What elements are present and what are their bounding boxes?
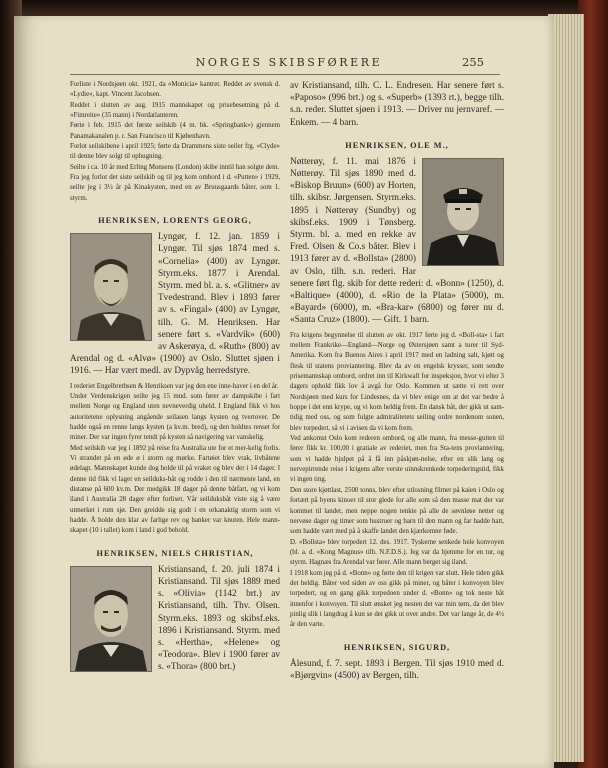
entry-heading-niels: HENRIKSEN, NIELS CHRISTIAN, (96, 548, 254, 558)
entry-note: Ved ankomst Oslo kom rederen ombord, og alle mann, fra messe-gutten til fører fikk kr. 100,00 i gratiale av rederiet, men fra Sta-tens proviantering, som vi hadde hjulpet på å få inn påskjøn-nelse, efter en slik lang og nervepirrende reise i krigens aller verste uinnskrenkede torpederingstid, fikk vi ingen ting. (290, 435, 504, 484)
book-edge-top (0, 0, 608, 16)
entry-heading-ole: HENRIKSEN, OLE M., (345, 140, 449, 150)
entry-bio-ole: Nøtterøy, f. 11. mai 1876 i Nøtterøy. Til sjøs 1890 med d. «Biskop Bruun» (600) av Horten, tilh. skibsr. Jørgensen. Styrm.eks. 1895 i Nøtterøy (Sundby) og skibsf.eks. 1909 i Tønsberg. Styrm. bl. a. med en rekke av Fred. Olsen & Co.s båter. Blev i 1913 fører av d. «Bollsta» (2800) av Oslo, tilh. s.n. rederi. Har senere ført flg. skib for dette rederi: d. «Bonn» (1250), d. «Baltique» (4000), d. «Rio de la Plata» (5000), m. «Bayard» (6000), m. «Bra-kar» (6800) og fører nu d. «Santa Cruz» (1800). — Gift. 1 barn. (290, 156, 504, 326)
intro-paragraph: Forliste i Nordsjøen okt. 1921, da «Monicia» kantret. Reddet av svensk d. «Lydie», kapt. Vincent Jacobsen. (70, 81, 280, 99)
entry-note: Fra krigens begynnelse til slutten av okt. 1917 førte jeg d. «Boll-sta» i fart mellem Frankrike—England—Norge og Østersjøen samt a turer til Syd-Amerika. Kom fra Buenos Aires i april 1917 med en ladning salt, kjøtt og flesk til statens proviantering. Blev da av en engelsk krysser, som sendte prisemannskap ombord, ordret inn til Kirkwall for inspeksjon, hvor vi efter 3 dagers ophold fikk lov å avgå for Oslo. Kommen ut sætte vi rett over Nordsjøen med kurs for Lindesnes, da vi blev enige om at det var bedre å hoppe i det enn krype, og vi kom heldig frem. En dansk båt, der gikk ut sam-tidig med oss, og som fulgte admiralitetets seiling ordre nordenom sonen, blev torpedert, så vi i avisen da vi kom frem. (290, 331, 504, 432)
entry-note: Under Verdenskrigen seilte jeg 15 mnd. som fører av dampskibe i fart mellem Norge og England uten nevneverdig uheld. I England fikk vi hos autoritetene oplysning angående seilasen langs kysten og tvertover. De hadde også en renne langs kysten (a kv.m. bred), og den holdtes renset for miner. Der var ingen fyrer tendt på kysten så navigering var vanskelig. (70, 392, 280, 442)
page-number: 255 (462, 55, 484, 69)
portrait-photo-niels (70, 566, 152, 672)
left-column (70, 80, 280, 674)
portrait-photo-ole (422, 158, 504, 266)
intro-paragraph: Fra jeg forlot det siste seilskib og til jeg kom ombord i d. «Putten» i 1929, seilte jeg i 3½ år på Kinakysten, med en av Bruusgaards båter, som 1. styrm. (70, 174, 280, 202)
entry-heading-lorents: HENRIKSEN, LORENTS GEORG, (98, 216, 252, 226)
entry-bio-niels: Kristiansand, f. 20. juli 1874 i Kristiansand. Til sjøs 1889 med s. «Olivia» (1142 brt.) av Kristiansand, tilh. Thv. Olsen. Styrm.eks. 1893 og skibsf.eks. 1896 i Kristiansand. Styrm. med s. «Hertha», «Helene» og «Teodora». Blev i 1900 fører av s. «Thora» (800 brt.) (158, 564, 280, 673)
entry-bio-niels-continued: av Kristiansand, tilh. C. L. Endresen. Har senere ført s. «Paposo» (996 brt.) og s. «Superb» (1393 rt.), begge tilh. s.n. reder. Sluttet sjøen i 1913. — Driver nu jernvaref. — Enkem. — 4 barn. (290, 81, 504, 128)
entry-note: D. «Bollsta» blev torpedert 12. des. 1917. Tyskerne senkede hele konvoyen (bl. a. d. «Kong Magnus» tilh. N.F.D.S.). Jeg var da hjemme for en tur, og styrm. Hagnæs fra Arendal var fører. Alle mann berget sig iland. (290, 538, 504, 567)
intro-paragraph: Førte i feb. 1915 det første seilskib (4 m. bk. «Springbank») gjennem Panamakanalen p. r. San Francisco til Kjøbenhavn. (70, 122, 280, 140)
intro-paragraph: Forlot seilskibene i april 1925; førte da Drammens siste seiler frg. «Clyde» til denne blev solgt til ophugning. (70, 143, 280, 161)
entry-bio-lorents: Lyngør, f. 12. jan. 1859 i Lyngør. Til sjøs 1874 med s. «Cornelia» (400) av Lyngør. Styrm.eks. 1877 i Arendal. Styrm. med bl. a. s. «Glitner» av Tvedestrand. Blev i 1893 fører av s. «Fingal» (400) av Lyngør, tilh. G. M. Henriksen. Har senere ført s. «Vardvik» (600) av Askerøya, d. «Ruth» (800) av Arendal og d. «Alvø» (1900) av Oslo. Sluttet sjøen i 1916. — Har vært medl. av Dypvåg herredstyre. (70, 232, 280, 377)
entry-note: Med seilskib var jeg i 1892 på reise fra Australia ute for et mer-kelig forlis. Vi strandet på en øde ø i storm og mørke. Fartøiet blev vrak, livbåtene ødelagt. Mannskapet kunde dog holde til på vraket og blev der i 14 dager. I denne tid fikk vi laget en seilduks-båt og rodde i den til nærmeste land, en distanse på 600 kv.m. Der medgikk 18 dager på denne båtfart, og vi kom iland i Australia 28 dager efter forliset. Vår seilduksbåt viste sig å være utmerket i rum sjø. Den greidde sig godt i en orkanaktig storm som vi hadde. Å holde den klar av farlige rev og banker var knuten. Hele mann-skapet (10 i tallet) kom i land i god behold. (70, 444, 280, 535)
header-rule (70, 74, 500, 75)
entry-bio-sigurd: Ålesund, f. 7. sept. 1893 i Bergen. Til sjøs 1910 med d. «Bjørgvin» (4500) av Bergen, tilh. (290, 658, 504, 681)
entry-note: I 1918 kom jeg på d. «Bonn» og førte den til krigen var slutt. Hele tiden gikk det heldig. Båter ved siden av oss gikk på miner, og båter i konvoyen blev torpedert, og en gang gikk torpedoen under d. «Bonn» og tok neste båt innenfor i konvoyen. Til slutt ønsket jeg nesten det var min tørn, da det blev pinlig slik i langdrag å kun se det gikk ut over andre. Det var lange år, de 4½ år den varte. (290, 569, 504, 629)
entry-note: I rederiet Engelbrethsen & Henriksen var jeg den ene inne-haver i en del år. (70, 382, 279, 390)
right-column (290, 80, 504, 682)
intro-paragraph: Reddet i slutten av aug. 1915 mannskapet og prisebesetning på d. «Fimreite» (35 mann) i Nordatlanteren. (70, 101, 280, 120)
portrait-photo-lorents (70, 233, 152, 341)
entry-note: Den store kjøttlast, 2500 tonns, blev efter utlosning filmet på kaien i Oslo og fortært på byens kinoer til stor glede for alle som så den masse mat der var kommet til landet, men neppe nogen tenkte på alle de søvnløse netter og nervøse dager og timer som hustruer og barn til den mann og far hadde hatt, som hadde vært med på å skaffe landet den kjærkomne føde. (290, 486, 504, 536)
intro-paragraph: Seilte i ca. 10 år med Erling Monsens (London) skibe inntil han solgte dem. (70, 163, 280, 171)
running-title: NORGES SKIBSFØRERE (195, 56, 383, 69)
book-page (14, 16, 554, 768)
entry-heading-sigurd: HENRIKSEN, SIGURD, (343, 642, 451, 652)
